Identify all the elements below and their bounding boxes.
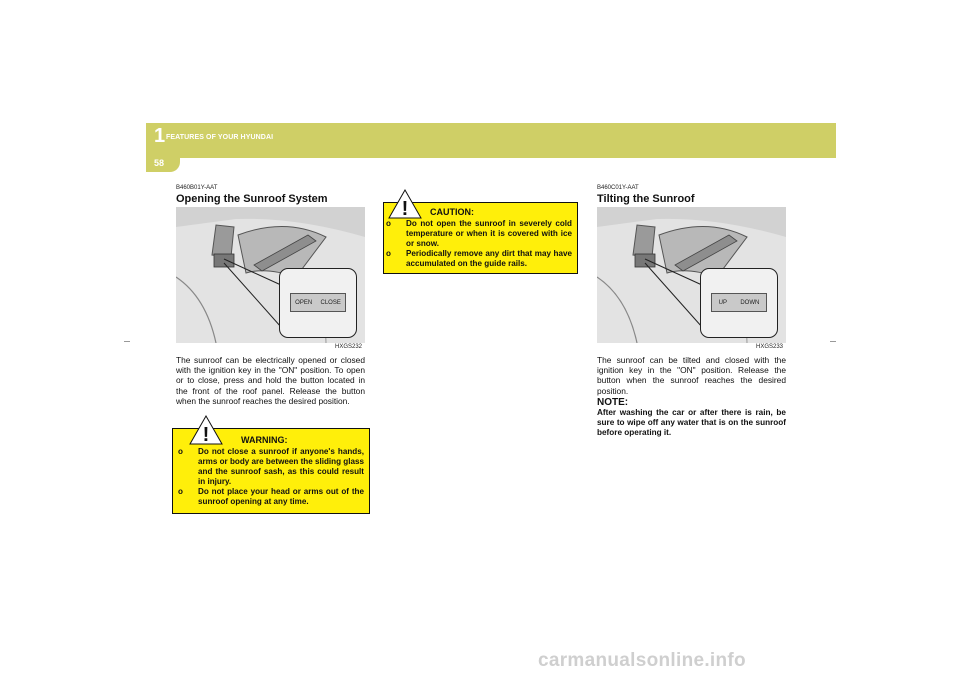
warning-list [178, 447, 364, 507]
up-label: UP [718, 299, 727, 306]
switch-inset [700, 268, 778, 338]
warning-box [172, 424, 370, 514]
note-text: After washing the car or after there is rain, be sure to wipe off any water that is on the sunroof before operating it. [597, 408, 786, 437]
section-code: B460B01Y-AAT [176, 185, 218, 191]
crop-mark-left [124, 341, 130, 342]
chapter-number: 1 [154, 125, 166, 147]
open-label: OPEN [295, 299, 313, 306]
section-title: Tilting the Sunroof [597, 193, 695, 205]
section-title: Opening the Sunroof System [176, 193, 328, 205]
caution-item: o Do not open the sunroof in severely cold temperature or when it is covered with ice or snow. [386, 219, 572, 248]
body-text: The sunroof can be electrically opened or closed with the ignition key in the "ON" position. To open or to close, press and hold the button located in the front of the roof panel. Release the button when the sunroof reaches the desired position. [176, 355, 365, 406]
figure-id: HXGS232 [335, 344, 363, 350]
figure-id: HXGS233 [756, 344, 784, 350]
svg-text:!: ! [401, 198, 409, 219]
page-number: 58 [154, 158, 165, 168]
chapter-title: FEATURES OF YOUR HYUNDAI [166, 134, 274, 141]
caution-title: CAUTION: [430, 207, 474, 217]
warning-item: o Do not close a sunroof if anyone's hands, arms or body are between the sliding glass and the sunroof sash, as this could result in injury. [178, 447, 364, 486]
watermark: carmanualsonline.info [538, 650, 746, 671]
warning-item: o Do not place your head or arms out of the sunroof opening at any time. [178, 487, 364, 506]
crop-mark-right [830, 341, 836, 342]
caution-list [386, 219, 572, 269]
up-down-switch [711, 293, 767, 312]
open-close-switch [290, 293, 346, 312]
svg-text:!: ! [202, 424, 210, 445]
note-title: NOTE: [597, 397, 629, 408]
caution-box [383, 198, 578, 274]
warning-icon [189, 415, 223, 445]
close-label: CLOSE [320, 299, 341, 306]
sunroof-figure [176, 207, 365, 343]
body-text: The sunroof can be tilted and closed with the ignition key in the "ON" position. Release the button when the sunroof reaches the desired position. [597, 355, 786, 396]
section-code: B460C01Y-AAT [597, 185, 639, 191]
sunroof-figure [597, 207, 786, 343]
switch-inset [279, 268, 357, 338]
warning-title: WARNING: [241, 435, 288, 445]
caution-item: o Periodically remove any dirt that may have accumulated on the guide rails. [386, 249, 572, 268]
down-label: DOWN [740, 299, 760, 306]
caution-icon [388, 189, 422, 219]
